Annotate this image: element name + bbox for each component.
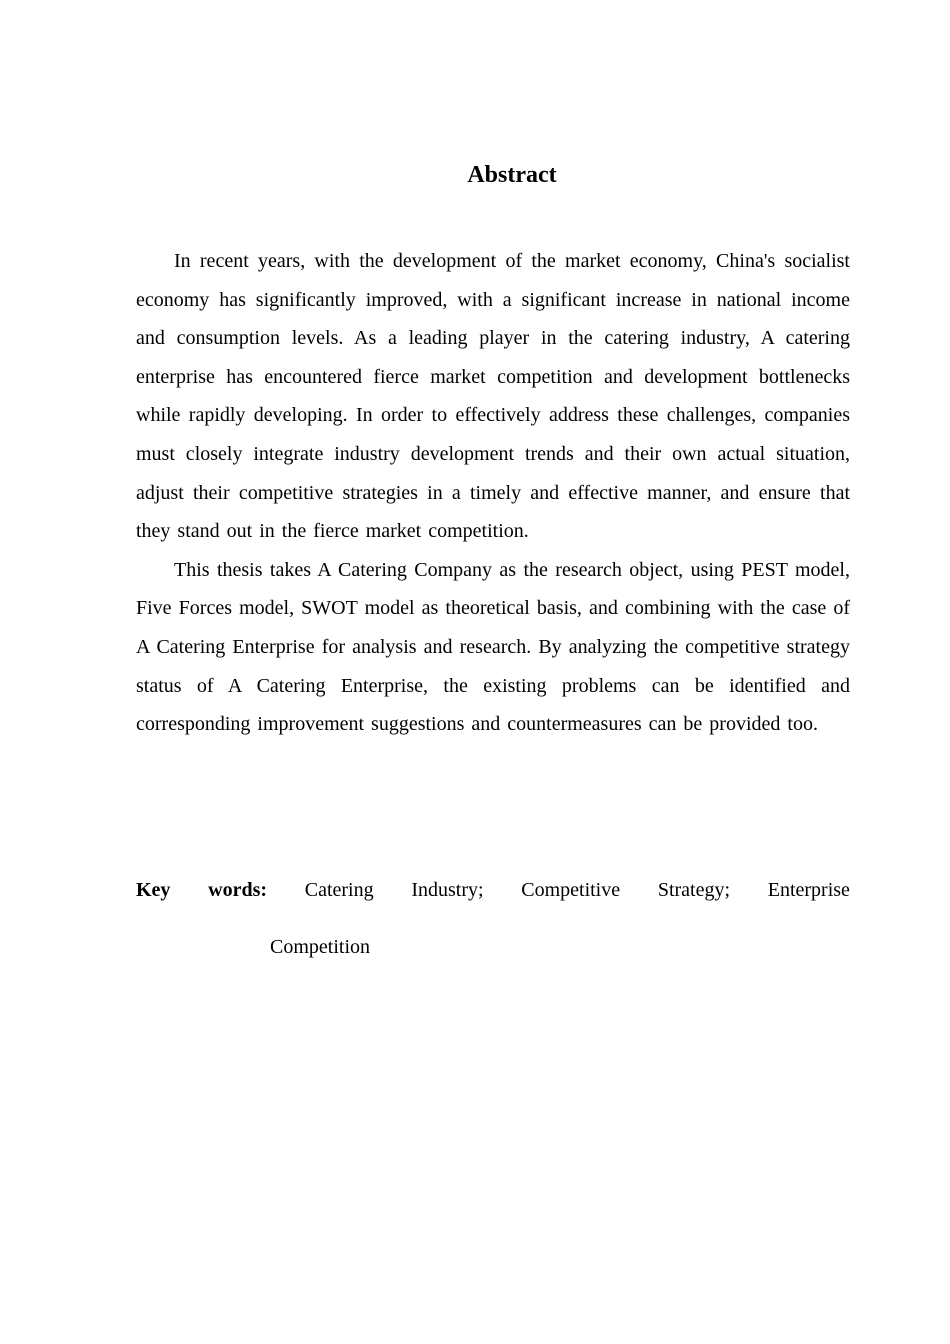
abstract-body: [136, 242, 850, 744]
keywords-section: [136, 871, 850, 958]
keywords-line-1: [136, 871, 850, 909]
keyword-token: Catering: [304, 879, 374, 901]
keywords-label-words: words:: [208, 879, 268, 901]
keyword-token: Competitive: [521, 879, 621, 901]
keywords-line-2: Competition: [270, 936, 370, 958]
abstract-paragraph-2: This thesis takes A Catering Company as the research object, using PEST model, Five Forces model, SWOT model as theoretical basis, and combining with the case of A Catering Enterprise for analysis and research. By analyzing the competitive strategy status of A Catering Enterprise, the existing problems can be identified and corresponding improvement suggestions and countermeasures can be provided too.: [136, 558, 850, 736]
keyword-token: Enterprise: [767, 879, 850, 901]
abstract-paragraph-1: In recent years, with the development of the market economy, China's socialist economy has significantly improved, with a significant increase in national income and consumption levels. As a leading player in the catering industry, A catering enterprise has encountered fierce market competition and development bottlenecks while rapidly developing. In order to effectively address these challenges, companies must closely integrate industry development trends and their own actual situation, adjust their competitive strategies in a timely and effective manner, and ensure that they stand out in the fierce market competition.: [136, 250, 850, 543]
keyword-token: Strategy;: [657, 879, 731, 901]
page-title: Abstract: [467, 162, 557, 188]
keyword-token: Industry;: [411, 879, 484, 901]
keywords-label-key: Key: [136, 879, 171, 901]
